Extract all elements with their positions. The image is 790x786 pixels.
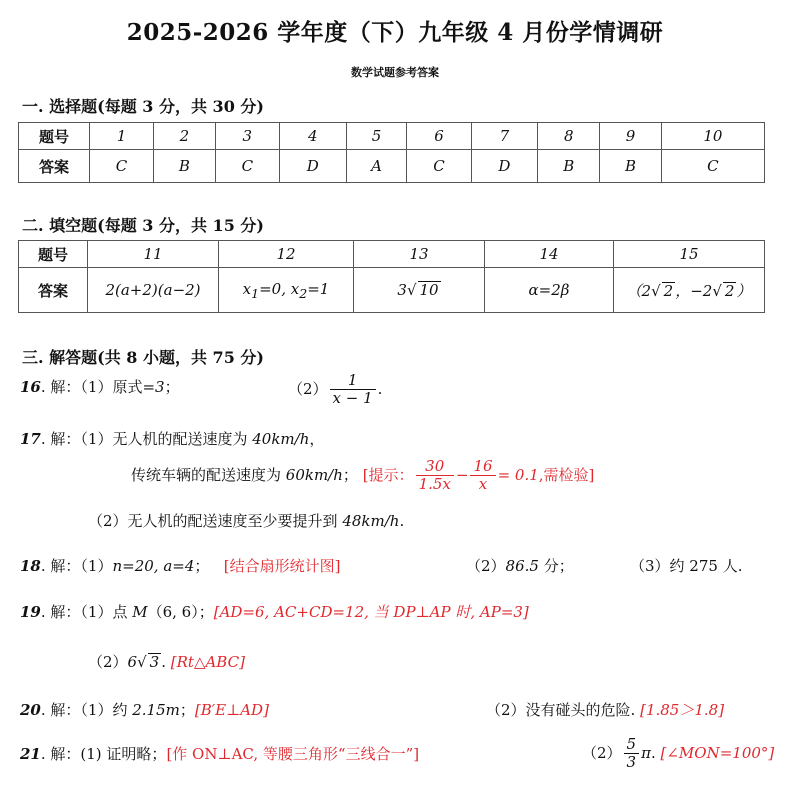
table-cell: C bbox=[215, 150, 279, 183]
answer-17-line2-semi: ； bbox=[342, 465, 358, 484]
table-cell bbox=[219, 268, 354, 313]
page-subtitle: 数学试题参考答案 bbox=[351, 66, 439, 79]
answer-17-speed-2: 60km/h bbox=[285, 465, 343, 484]
answer-12-x2: x bbox=[290, 279, 300, 298]
section-heading-fill: 二. 填空题(每题 3 分，共 15 分) bbox=[22, 216, 264, 235]
answer-17-line3-tail: . bbox=[399, 512, 405, 530]
table-cell: B bbox=[154, 150, 216, 183]
answer-21 bbox=[20, 743, 419, 764]
answer-17-speed-3: 48km/h bbox=[342, 512, 400, 530]
hint-fraction-1 bbox=[416, 458, 454, 494]
answer-19 bbox=[20, 601, 529, 622]
table-cell: 5 bbox=[346, 123, 407, 150]
question-number: 16 bbox=[20, 378, 41, 396]
table-row bbox=[19, 123, 765, 150]
table-cell: 9 bbox=[600, 123, 662, 150]
fraction-numerator: 5 bbox=[624, 736, 640, 754]
table-cell: 7 bbox=[471, 123, 538, 150]
table-cell bbox=[614, 268, 765, 313]
table-cell: 8 bbox=[538, 123, 600, 150]
answer-16-part2 bbox=[288, 372, 382, 408]
table-row bbox=[19, 150, 765, 183]
answer-21-fraction bbox=[624, 736, 640, 772]
answer-15-mid: ，−2 bbox=[675, 281, 713, 300]
answer-17-line3-text: （2）无人机的配送速度至少要提升到 bbox=[88, 512, 343, 530]
answer-16 bbox=[20, 376, 180, 397]
answer-19-coords: （6, 6） bbox=[147, 603, 199, 621]
table-cell: 13 bbox=[354, 241, 485, 268]
answer-12-x2-value: =1 bbox=[307, 279, 330, 298]
answer-20-lead: . 解：（1）约 bbox=[40, 701, 133, 719]
table-cell: 12 bbox=[219, 241, 354, 268]
answer-15-close: ） bbox=[736, 281, 752, 300]
table-cell: D bbox=[279, 150, 346, 183]
table-row bbox=[19, 268, 765, 313]
table-cell: 10 bbox=[661, 123, 764, 150]
answer-16-lead: . 解：（1）原式= bbox=[40, 378, 156, 396]
answer-13-coef: 3 bbox=[397, 281, 407, 299]
table-cell: 1 bbox=[90, 123, 154, 150]
answer-21-hint: [作 ON⊥AC, 等腰三角形“三线合一”] bbox=[166, 745, 420, 763]
table-cell: 2 bbox=[154, 123, 216, 150]
table-cell: 11 bbox=[88, 241, 219, 268]
answer-21-lead: . 解：(1) 证明略； bbox=[40, 745, 167, 763]
fraction-denominator: 1.5x bbox=[418, 475, 451, 494]
answer-17-line2-text: 传统车辆的配送速度为 bbox=[131, 465, 286, 484]
row-label-question: 题号 bbox=[19, 241, 88, 268]
answer-13-radicand: 10 bbox=[419, 281, 439, 299]
answer-15-radicand-2: 2 bbox=[724, 281, 735, 300]
radical-sign-icon: √ bbox=[406, 281, 417, 299]
answer-19-part2-radicand: 3 bbox=[149, 653, 160, 671]
table-cell: C bbox=[407, 150, 471, 183]
question-number: 21 bbox=[20, 745, 41, 763]
table-cell: C bbox=[90, 150, 154, 183]
answer-19-lead: . 解：（1）点 bbox=[40, 603, 133, 621]
answer-12-x2-sub: 2 bbox=[299, 285, 308, 301]
question-number: 19 bbox=[20, 603, 41, 621]
answer-20-value: 2.15m bbox=[132, 701, 180, 719]
answer-19-part2-dot: . bbox=[161, 653, 166, 671]
table-cell: B bbox=[600, 150, 662, 183]
table-cell: 4 bbox=[279, 123, 346, 150]
section-heading-solve: 三. 解答题(共 8 小题，共 75 分) bbox=[22, 348, 264, 367]
answer-16-value: 3 bbox=[155, 378, 165, 396]
answer-17 bbox=[20, 428, 324, 449]
table-cell: C bbox=[661, 150, 764, 183]
hint-fraction-2 bbox=[470, 458, 495, 494]
answer-18-part2-tail: 分； bbox=[538, 557, 574, 575]
answer-17-speed-1: 40km/h bbox=[252, 430, 310, 448]
hint-open: [提示： bbox=[362, 465, 414, 484]
answer-17-hint bbox=[362, 457, 595, 494]
answer-21-part2-hint: [∠MON=100°] bbox=[660, 743, 775, 762]
answer-19-part2-label: （2） bbox=[88, 653, 128, 671]
hint-equals: = 0.1 bbox=[497, 465, 539, 484]
table-cell: 6 bbox=[407, 123, 471, 150]
table-cell: 2(a+2)(a−2) bbox=[88, 268, 219, 313]
answer-21-dot: . bbox=[650, 743, 656, 762]
fraction-numerator: 1 bbox=[330, 372, 376, 390]
answer-20 bbox=[20, 699, 269, 720]
answer-16-tail: . bbox=[377, 379, 383, 398]
row-label-question: 题号 bbox=[19, 123, 90, 150]
fraction-denominator: x bbox=[478, 475, 488, 494]
answer-17-line2 bbox=[131, 458, 594, 494]
table-cell bbox=[354, 268, 485, 313]
answer-18-lead: . 解：（1） bbox=[40, 557, 113, 575]
table-cell: α=2β bbox=[485, 268, 614, 313]
answer-18-semi: ； bbox=[194, 557, 210, 575]
page-title: 2025-2026 学年度（下）九年级 4 月份学情调研 bbox=[126, 19, 664, 46]
row-label-answer: 答案 bbox=[19, 150, 90, 183]
answer-15-radicand-1: 2 bbox=[663, 281, 674, 300]
answer-20-semi: ； bbox=[179, 701, 195, 719]
answer-16-fraction bbox=[330, 372, 376, 408]
question-number: 17 bbox=[20, 430, 41, 448]
answer-20-part2-hint: [1.85＞1.8] bbox=[640, 701, 725, 719]
answer-21-pi: π bbox=[641, 743, 651, 762]
answer-19-semi: ； bbox=[198, 603, 214, 621]
answer-16-part2-label: （2） bbox=[288, 379, 328, 398]
answer-19-part2 bbox=[88, 651, 245, 672]
table-cell: D bbox=[471, 150, 538, 183]
question-number: 20 bbox=[20, 701, 41, 719]
answer-18 bbox=[20, 555, 340, 576]
radical-sign-icon: √ bbox=[137, 653, 147, 671]
answer-20-part2 bbox=[486, 699, 724, 720]
table-cell: 14 bbox=[485, 241, 614, 268]
answer-18-part3: （3）约 275 人. bbox=[630, 557, 743, 575]
answer-12-x1-value: =0, bbox=[259, 279, 286, 298]
answer-19-part2-hint: [Rt△ABC] bbox=[170, 653, 245, 671]
hint-close: ,需检验] bbox=[538, 465, 595, 484]
section-heading-choice: 一. 选择题(每题 3 分，共 30 分) bbox=[22, 97, 264, 116]
table-cell: 3 bbox=[215, 123, 279, 150]
fill-answer-table bbox=[18, 240, 765, 313]
answer-19-point: M bbox=[132, 603, 148, 621]
answer-15-open: （2 bbox=[626, 281, 652, 300]
answer-12-x1: x bbox=[242, 279, 252, 298]
answer-16-semi: ； bbox=[164, 378, 180, 396]
choice-answer-table bbox=[18, 122, 765, 183]
fraction-denominator: 3 bbox=[626, 753, 637, 772]
answer-20-hint: [B′E⊥AD] bbox=[194, 701, 269, 719]
table-row bbox=[19, 241, 765, 268]
answer-18-values: n=20, a=4 bbox=[112, 557, 195, 575]
table-cell: A bbox=[346, 150, 407, 183]
answer-21-part2-label: （2） bbox=[582, 743, 622, 762]
answer-20-part2-text: （2）没有碰头的危险. bbox=[486, 701, 636, 719]
radical-sign-icon: √ bbox=[712, 281, 722, 300]
answer-19-hint: [AD=6, AC+CD=12, 当 DP⊥AP 时, AP=3] bbox=[213, 603, 529, 621]
fraction-numerator: 30 bbox=[416, 458, 454, 476]
question-number: 18 bbox=[20, 557, 41, 575]
fraction-numerator: 16 bbox=[470, 458, 495, 476]
answer-19-part2-coef: 6 bbox=[127, 653, 138, 671]
answer-18-part2-label: （2） bbox=[466, 557, 506, 575]
answer-21-part2 bbox=[582, 736, 774, 772]
radical-sign-icon: √ bbox=[651, 281, 661, 300]
answer-17-comma: ， bbox=[309, 430, 325, 448]
table-cell: B bbox=[538, 150, 600, 183]
answer-18-part2 bbox=[466, 555, 574, 576]
answer-12-x1-sub: 1 bbox=[251, 285, 260, 301]
table-cell: 15 bbox=[614, 241, 765, 268]
answer-17-line3 bbox=[88, 510, 404, 531]
row-label-answer: 答案 bbox=[19, 268, 88, 313]
answer-17-lead: . 解：（1）无人机的配送速度为 bbox=[40, 430, 253, 448]
hint-minus: − bbox=[455, 465, 469, 484]
answer-18-part2-value: 86.5 bbox=[505, 557, 539, 575]
answer-18-hint: [结合扇形统计图] bbox=[223, 557, 341, 575]
fraction-denominator: x − 1 bbox=[332, 389, 373, 408]
